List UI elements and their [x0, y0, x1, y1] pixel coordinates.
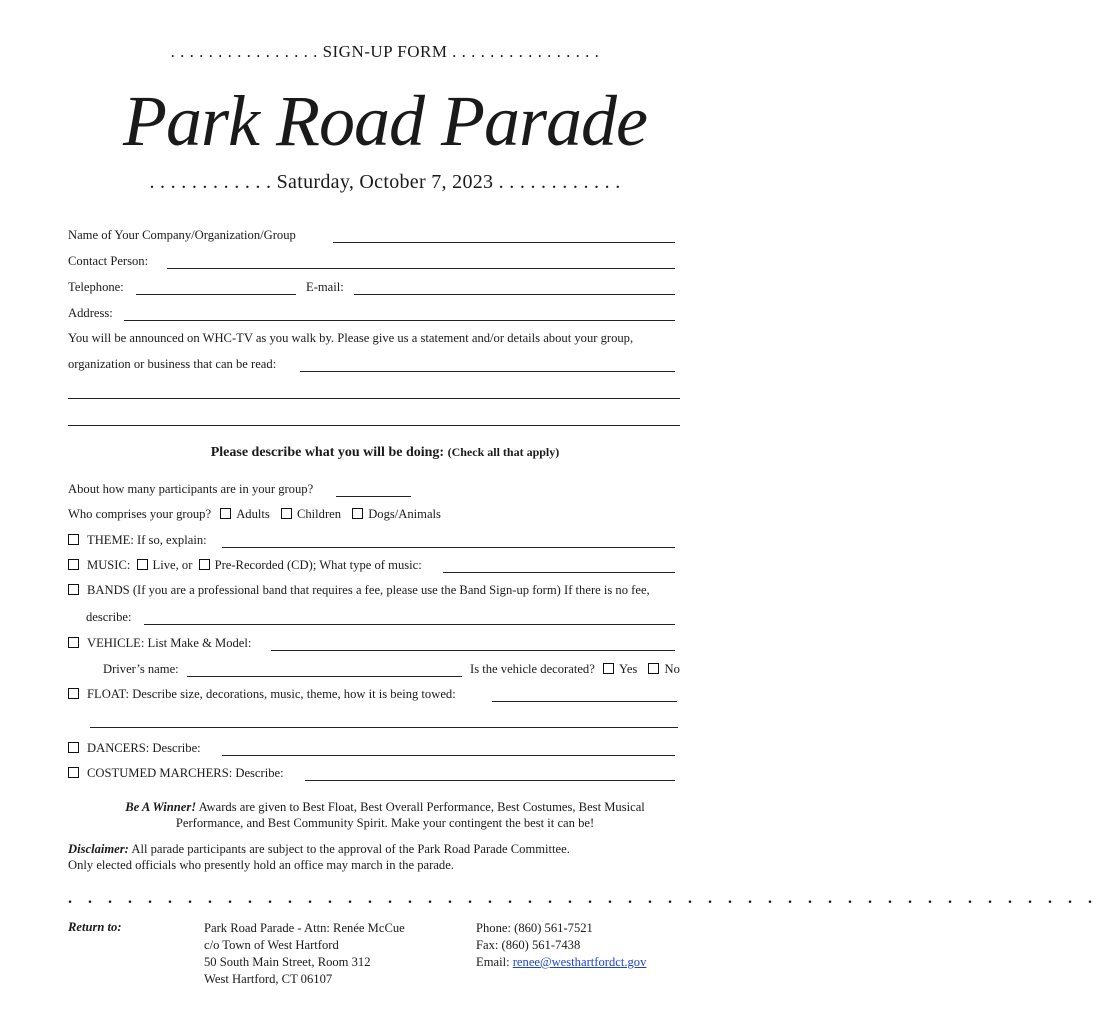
address-line: West Hartford, CT 06107 [204, 972, 333, 986]
telephone-field[interactable] [136, 294, 296, 295]
email-link[interactable]: renee@westhartfordct.gov [512, 955, 647, 969]
float-field-2[interactable] [90, 727, 678, 728]
fax-number: Fax: (860) 561-7438 [476, 938, 581, 952]
children-option[interactable] [281, 507, 341, 521]
bands-checkbox[interactable] [68, 584, 79, 595]
dogs-option[interactable] [352, 507, 441, 521]
float-field-1[interactable] [492, 701, 677, 702]
describe-heading-sub: (Check all that apply) [447, 445, 560, 459]
driver-field[interactable] [187, 676, 462, 677]
float-row [68, 687, 456, 702]
theme-row [68, 533, 207, 548]
statement-field-2[interactable] [68, 398, 680, 399]
music-recorded-checkbox[interactable] [199, 559, 210, 570]
contact-person-label: Contact Person: [68, 254, 149, 268]
address-label: Address: [68, 306, 113, 320]
return-label: Return to: [68, 920, 122, 934]
dancers-field[interactable] [222, 755, 675, 756]
statement-field-1[interactable] [300, 371, 675, 372]
awards-line-1: Awards are given to Best Float, Best Overall Performance, Best Costumes, Best Musical [198, 800, 645, 814]
describe-heading [0, 445, 770, 461]
theme-checkbox[interactable] [68, 534, 79, 545]
participants-field[interactable] [336, 496, 411, 497]
adults-checkbox[interactable] [220, 508, 231, 519]
awards-line-2: Performance, and Best Community Spirit. Make your contingent the best it can be! [175, 816, 595, 830]
comprises-label: Who comprises your group? [68, 507, 212, 521]
statement-field-3[interactable] [68, 425, 680, 426]
vehicle-row [68, 636, 251, 651]
bands-label: BANDS (If you are a professional band that requires a fee, please use the Band Sign-up form) If there is no fee, [87, 583, 650, 597]
awards-lead: Be A Winner! [125, 800, 197, 814]
music-checkbox[interactable] [68, 559, 79, 570]
adults-option[interactable] [220, 507, 270, 521]
address-line: 50 South Main Street, Room 312 [204, 955, 371, 969]
children-checkbox[interactable] [281, 508, 292, 519]
music-type-field[interactable] [443, 572, 675, 573]
vehicle-label: VEHICLE: List Make & Model: [87, 636, 252, 650]
dogs-checkbox[interactable] [352, 508, 363, 519]
theme-field[interactable] [222, 547, 675, 548]
email-label: E-mail: [306, 280, 344, 294]
marchers-label: COSTUMED MARCHERS: Describe: [87, 766, 284, 780]
theme-label: THEME: If so, explain: [87, 533, 207, 547]
marchers-checkbox[interactable] [68, 767, 79, 778]
dancers-checkbox[interactable] [68, 742, 79, 753]
decorated-no-checkbox[interactable] [648, 663, 659, 674]
announcement-text-2: organization or business that can be read: [68, 357, 277, 371]
address-field[interactable] [124, 320, 675, 321]
disclaimer-block [68, 842, 570, 873]
music-label: MUSIC: [87, 558, 131, 572]
disclaimer-line-1: All parade participants are subject to the approval of the Park Road Parade Committee. [131, 842, 570, 856]
telephone-label: Telephone: [68, 280, 124, 294]
bands-row [68, 583, 650, 598]
vehicle-field[interactable] [271, 650, 675, 651]
decorated-yes-checkbox[interactable] [603, 663, 614, 674]
driver-label: Driver’s name: [103, 662, 179, 676]
decorated-row [470, 662, 680, 677]
describe-heading-text: Please describe what you will be doing: [210, 445, 445, 460]
vehicle-checkbox[interactable] [68, 637, 79, 648]
awards-block [0, 800, 770, 831]
announcement-text-1: You will be announced on WHC-TV as you walk by. Please give us a statement and/or details about your group, [68, 331, 634, 345]
comprises-row [68, 507, 441, 522]
music-live-label: Live, or [152, 558, 193, 572]
phone-number: Phone: (860) 561-7521 [476, 921, 593, 935]
contact-info [476, 920, 646, 971]
disclaimer-lead: Disclaimer: [68, 842, 129, 856]
form-label: . . . . . . . . . . . . . . . . SIGN-UP FORM . . . . . . . . . . . . . . . . [170, 42, 600, 61]
decorated-label: Is the vehicle decorated? [470, 662, 595, 676]
float-checkbox[interactable] [68, 688, 79, 699]
disclaimer-line-2: Only elected officials who presently hold an office may march in the parade. [68, 858, 454, 872]
children-label: Children [296, 507, 342, 521]
return-address [204, 920, 405, 988]
org-name-field[interactable] [333, 242, 675, 243]
dancers-label: DANCERS: Describe: [87, 741, 201, 755]
page-title: Park Road Parade [123, 81, 647, 161]
org-name-label: Name of Your Company/Organization/Group [68, 228, 296, 242]
yes-label: Yes [618, 662, 638, 676]
dancers-row [68, 741, 201, 756]
dogs-label: Dogs/Animals [368, 507, 441, 521]
address-line: c/o Town of West Hartford [204, 938, 339, 952]
participants-label: About how many participants are in your group? [68, 482, 314, 496]
email-contact-label: Email: [476, 955, 510, 969]
marchers-field[interactable] [305, 780, 675, 781]
music-live-checkbox[interactable] [137, 559, 148, 570]
address-line: Park Road Parade - Attn: Renée McCue [204, 921, 405, 935]
music-row [68, 558, 422, 573]
marchers-row [68, 766, 284, 781]
dotted-divider: . . . . . . . . . . . . . . . . . . . . . . . . . . . . . . . . . . . . . . . . . . . . . . . . . . . . [68, 890, 1098, 907]
no-label: No [664, 662, 680, 676]
contact-person-field[interactable] [167, 268, 675, 269]
music-recorded-label: Pre-Recorded (CD); What type of music: [214, 558, 422, 572]
bands-describe-label: describe: [86, 610, 132, 624]
event-date: . . . . . . . . . . . . Saturday, October 7, 2023 . . . . . . . . . . . . [149, 171, 621, 193]
adults-label: Adults [236, 507, 270, 521]
email-field[interactable] [354, 294, 675, 295]
bands-field[interactable] [144, 624, 675, 625]
float-label: FLOAT: Describe size, decorations, music, theme, how it is being towed: [87, 687, 456, 701]
